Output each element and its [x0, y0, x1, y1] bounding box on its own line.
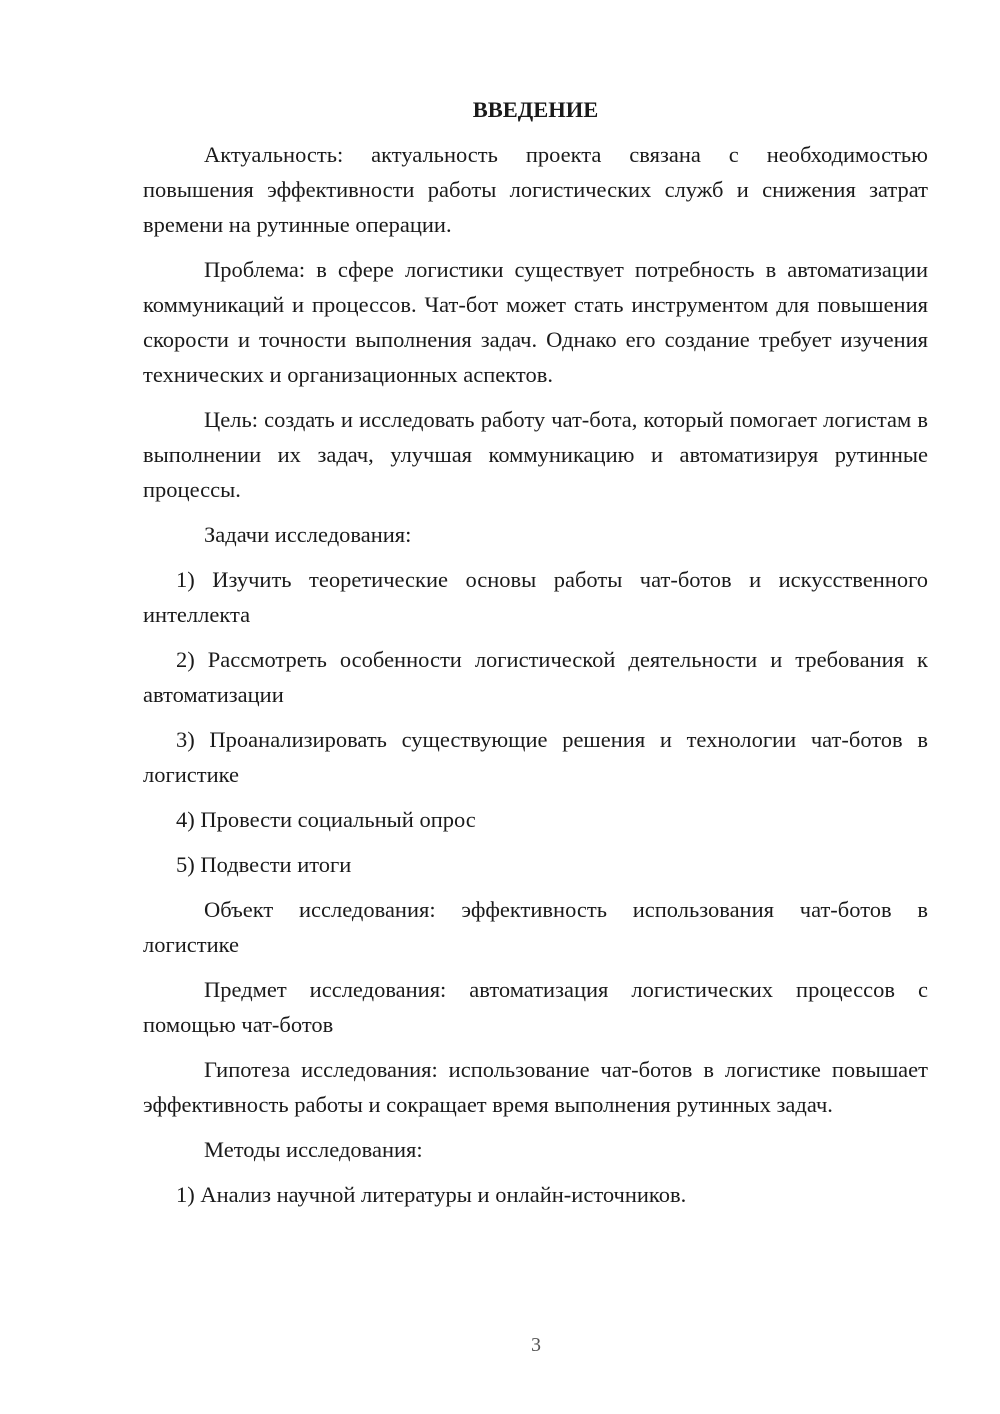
object-paragraph: Объект исследования: эффективность использования чат-ботов в логистике — [143, 897, 928, 957]
task-item-2: 2) Рассмотреть особенности логистической деятельности и требования к автоматизации — [143, 647, 928, 707]
task-item-3: 3) Проанализировать существующие решения и технологии чат-ботов в логистике — [143, 727, 928, 787]
methods-heading: Методы исследования: — [204, 1137, 423, 1162]
problem-paragraph: Проблема: в сфере логистики существует потребность в автоматизации коммуникаций и процессов. Чат-бот может стать инструментом для повышения скорости и точности выполнения задач. Однако его создание требует изучения технических и организационных аспектов. — [143, 257, 928, 387]
subject-paragraph: Предмет исследования: автоматизация логистических процессов с помощью чат-ботов — [143, 977, 928, 1037]
task-item-1: 1) Изучить теоретические основы работы чат-ботов и искусственного интеллекта — [143, 567, 928, 627]
task-item-4: 4) Провести социальный опрос — [176, 807, 476, 832]
page-title: ВВЕДЕНИЕ — [472, 97, 599, 122]
goal-paragraph: Цель: создать и исследовать работу чат-бота, который помогает логистам в выполнении их задач, улучшая коммуникацию и автоматизируя рутинные процессы. — [143, 407, 928, 502]
document-page — [143, 92, 928, 1222]
tasks-heading: Задачи исследования: — [204, 522, 412, 547]
hypothesis-paragraph: Гипотеза исследования: использование чат-ботов в логистике повышает эффективность работы и сокращает время выполнения рутинных задач. — [143, 1057, 928, 1117]
relevance-paragraph: Актуальность: актуальность проекта связана с необходимостью повышения эффективности работы логистических служб и снижения затрат времени на рутинные операции. — [143, 142, 928, 237]
method-item-1: 1) Анализ научной литературы и онлайн-источников. — [176, 1182, 687, 1207]
page-number: 3 — [531, 1334, 541, 1356]
task-item-5: 5) Подвести итоги — [176, 852, 352, 877]
